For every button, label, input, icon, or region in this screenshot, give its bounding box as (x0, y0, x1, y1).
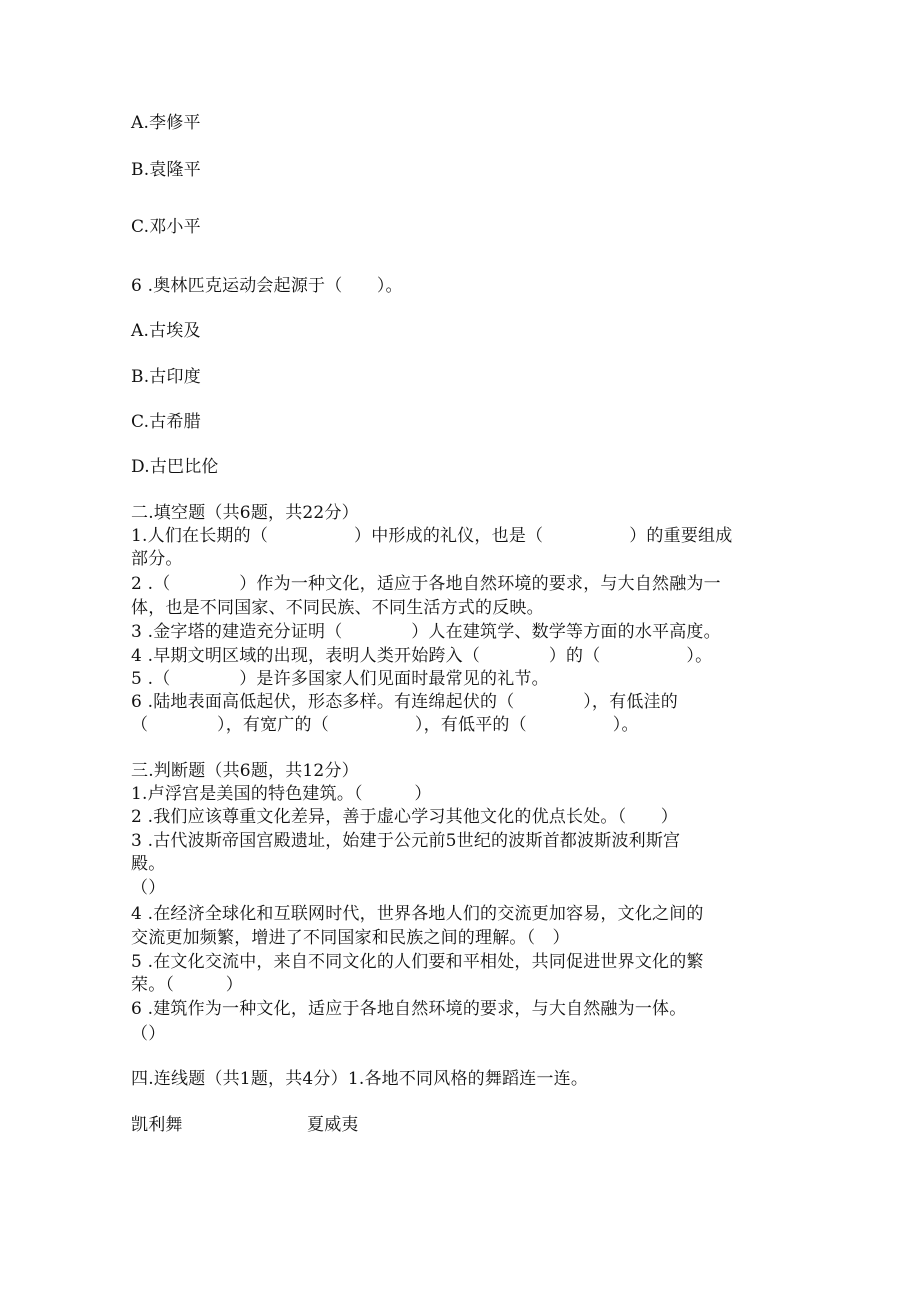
judge-q5-line1: 5 .在文化交流中，来自不同文化的人们要和平相处，共同促进世界文化的繁 (131, 952, 704, 972)
fill-q1-line2: 部分。 (131, 549, 183, 569)
q5-option-c: C.邓小平 (131, 217, 201, 237)
judge-q1: 1.卢浮宫是美国的特色建筑。（ ） (131, 784, 432, 804)
judge-q6-line2: （） (131, 1024, 166, 1044)
judge-section-title: 三.判断题（共6题，共12分） (131, 761, 359, 781)
judge-q5-line2: 荣。（ ） (131, 975, 243, 995)
fill-q4: 4 .早期文明区域的出现，表明人类开始跨入（ ）的（ ）。 (131, 646, 713, 666)
fill-q2-line2: 体，也是不同国家、不同民族、不同生活方式的反映。 (131, 598, 544, 618)
q6-option-a: A.古埃及 (131, 321, 201, 341)
judge-q4-line2: 交流更加频繁，增进了不同国家和民族之间的理解。（ ） (131, 928, 570, 948)
judge-q3-line1: 3 .古代波斯帝国宫殿遗址，始建于公元前5世纪的波斯首都波斯波利斯宫 (131, 831, 681, 851)
q6-option-c: C.古希腊 (131, 412, 201, 432)
q5-option-a: A.李修平 (131, 113, 201, 133)
judge-q3-line2: 殿。 (131, 854, 166, 874)
q6-option-b: B.古印度 (131, 367, 201, 387)
fill-q1-line1: 1.人们在长期的（ ）中形成的礼仪，也是（ ）的重要组成 (131, 526, 733, 546)
fill-q2-line1: 2 .（ ）作为一种文化，适应于各地自然环境的要求，与大自然融为一 (131, 574, 721, 594)
fill-q6-line2: （ ），有宽广的（ ），有低平的（ ）。 (131, 715, 639, 735)
fill-q6-line1: 6 .陆地表面高低起伏，形态多样。有连绵起伏的（ ），有低洼的 (131, 692, 678, 712)
q6-option-d: D.古巴比伦 (131, 457, 219, 477)
judge-q4-line1: 4 .在经济全球化和互联网时代，世界各地人们的交流更加容易，文化之间的 (131, 904, 704, 924)
fill-q3: 3 .金字塔的建造充分证明（ ）人在建筑学、数学等方面的水平高度。 (131, 622, 721, 642)
q6-stem: 6 .奥林匹克运动会起源于（ ）。 (131, 276, 403, 296)
judge-q3-line3: （） (131, 878, 166, 898)
match-section-title: 四.连线题（共1题，共4分）1.各地不同风格的舞蹈连一连。 (131, 1069, 589, 1089)
q5-option-b: B.袁隆平 (131, 160, 201, 180)
match-left-item: 凯利舞 (131, 1115, 183, 1135)
judge-q2: 2 .我们应该尊重文化差异，善于虚心学习其他文化的优点长处。（ ） (131, 807, 678, 827)
judge-q6-line1: 6 .建筑作为一种文化，适应于各地自然环境的要求，与大自然融为一体。 (131, 999, 687, 1019)
match-right-item: 夏威夷 (307, 1115, 359, 1135)
fill-q5: 5 .（ ）是许多国家人们见面时最常见的礼节。 (131, 669, 549, 689)
fill-section-title: 二.填空题（共6题，共22分） (131, 503, 359, 523)
